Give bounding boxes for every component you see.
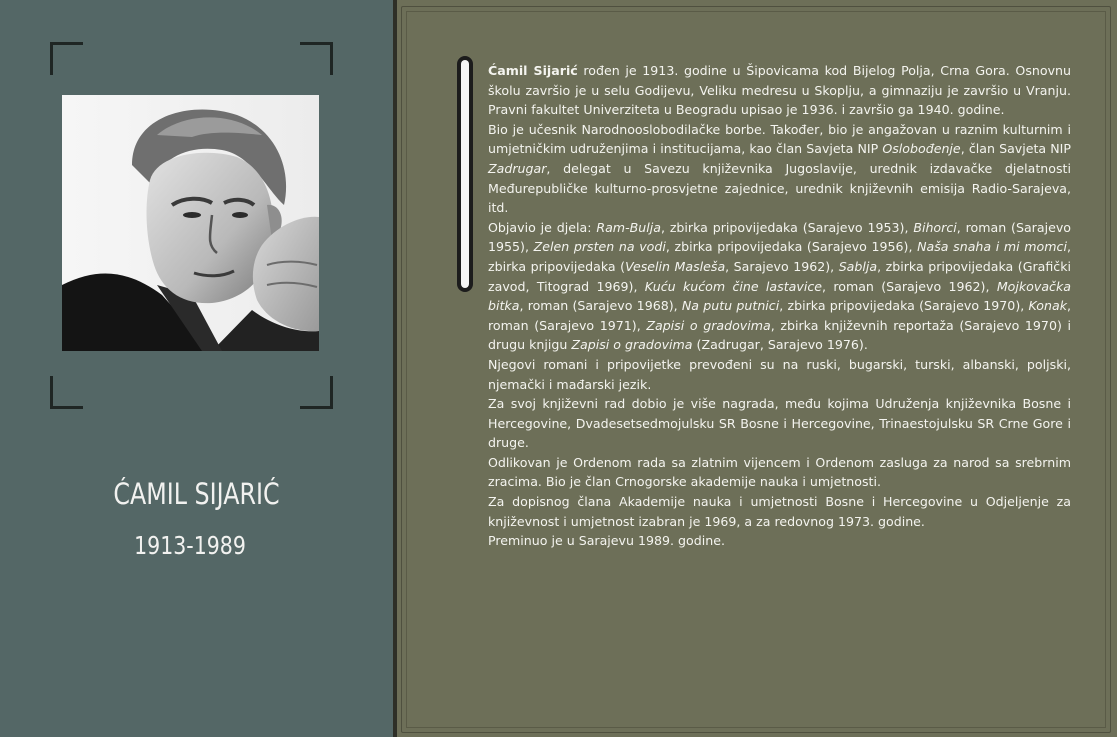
- publisher-name: Veselin Masleša: [625, 258, 726, 274]
- portrait-photo: [62, 95, 319, 351]
- bio-author-name: Ćamil Sijarić: [488, 63, 578, 78]
- bio-birth-text: rođen je 1913. godine u Šipovicama kod Bijelog Polja, Crna Gora. Osnovnu školu završio je u selu Godijevu, Veliku medresu u Skoplju, a gimnaziju je završio u Vranju. Pravni fakultet Univerziteta u Beogradu upisao je 1936. i završio ga 1940. godine.: [488, 63, 1071, 118]
- bio-text: (Zadrugar, Sarajevo 1976).: [692, 337, 868, 353]
- bio-text: , zbirka pripovijedaka (Sarajevo 1956),: [665, 239, 918, 255]
- bio-text: , zbirka pripovijedaka (: [488, 239, 1071, 274]
- work-title: Zelen prsten na vodi: [533, 239, 666, 255]
- bio-text: Bio je učesnik Narodnooslobodilačke borbe. Također, bio je angažovan u raznim kulturnim i umjetničkim udruženjima i institucijama, kao član Savjeta NIP: [488, 121, 1071, 157]
- bio-text: , roman (Sarajevo 1962),: [822, 278, 997, 294]
- bio-text: , zbirka pripovijedaka (Sarajevo 1970),: [779, 298, 1029, 314]
- work-title: Konak: [1028, 298, 1067, 314]
- work-title: Sablja: [838, 258, 878, 274]
- bio-text: , zbirka pripovijedaka (Grafički zavod, Titograd 1969),: [488, 258, 1071, 294]
- bio-paragraph-decorations: Odlikovan je Ordenom rada sa zlatnim vijencem i Ordenom zasluga za narod sa srebrnim zracima. Bio je član Crnogorske akademije nauka i umjetnosti.: [488, 454, 1071, 490]
- bio-paragraph-career: [488, 120, 1071, 218]
- bio-paragraph-academy: Za dopisnog člana Akademije nauka i umjetnosti Bosne i Hercegovine u Odjeljenje za književnost i umjetnost izabran je 1969, a za redovnog 1973. godine.: [488, 494, 1071, 529]
- frame-corner-top-left: [50, 42, 83, 75]
- work-title: Zapisi o gradovima: [646, 317, 771, 333]
- author-name: ĆAMIL SIJARIĆ: [113, 477, 280, 511]
- bio-paragraph-awards: Za svoj književni rad dobio je više nagrada, među kojima Udruženja književnika Bosne i Hercegovine, Dvadesetsedmojulsku SR Bosne i Hercegovine, Trinaestojulsku SR Crne Gore i druge.: [488, 396, 1071, 451]
- work-title: Kuću kućom čine lastavice: [644, 278, 822, 294]
- work-title: Mojkovačka bitka: [488, 278, 1071, 314]
- bio-paragraph-birth: [488, 61, 1071, 120]
- work-title: Na putu putnici: [681, 298, 780, 314]
- bio-text: , roman (Sarajevo 1971),: [488, 298, 1072, 333]
- bio-italic: Oslobođenje: [882, 141, 961, 157]
- bio-text: Objavio je djela:: [488, 219, 597, 235]
- bio-text: , delegat u Savezu književnika Jugoslavije, urednik izdavačke djelatnosti Međurepubličke kulturno-prosvjetne zajednice, urednik književnih emisija Radio-Sarajeva, itd.: [488, 160, 1071, 216]
- author-years: 1913-1989: [134, 531, 246, 560]
- bio-text: , roman (Sarajevo 1968),: [519, 298, 682, 314]
- scrollbar-thumb[interactable]: [461, 60, 469, 288]
- bio-paragraph-works: [488, 218, 1071, 355]
- frame-corner-bottom-left: [50, 376, 83, 409]
- bio-paragraph-death: Preminuo je u Sarajevu 1989. godine.: [488, 533, 725, 549]
- frame-corner-bottom-right: [300, 376, 333, 409]
- biography-text: [488, 61, 1071, 551]
- bio-paragraph-translations: Njegovi romani i pripovijetke prevođeni su na ruski, bugarski, turski, albanski, poljski, njemački i mađarski jezik.: [488, 356, 1071, 392]
- bio-text: , član Savjeta NIP: [960, 141, 1071, 157]
- portrait-illustration: [62, 95, 319, 351]
- bio-italic: Zadrugar: [488, 160, 547, 176]
- work-title: Zapisi o gradovima: [571, 337, 693, 353]
- work-title: Ram-Bulja: [596, 219, 661, 235]
- bio-text: , roman (Sarajevo 1955),: [488, 219, 1071, 255]
- frame-corner-top-right: [300, 42, 333, 75]
- work-title: Bihorci: [913, 219, 957, 235]
- work-title: Naša snaha i mi momci: [917, 239, 1067, 255]
- bio-text: , zbirka književnih reportaža (Sarajevo 1970) i drugu knjigu: [488, 317, 1071, 353]
- bio-text: , zbirka pripovijedaka (Sarajevo 1953),: [660, 219, 914, 235]
- bio-text: , Sarajevo 1962),: [725, 258, 839, 274]
